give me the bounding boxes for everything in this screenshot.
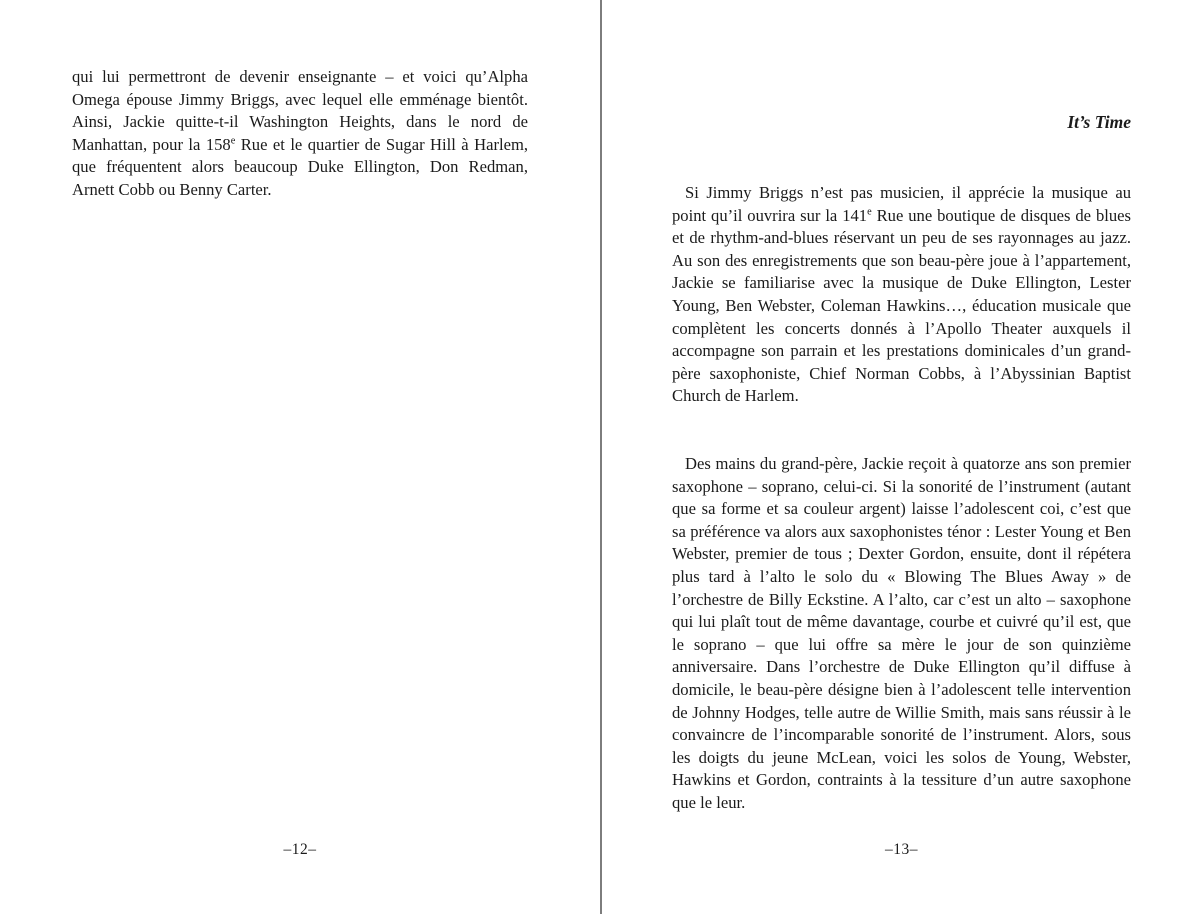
page-left: [0, 0, 600, 914]
right-paragraph-1: Si Jimmy Briggs n’est pas musicien, il apprécie la musique au point qu’il ouvrira sur la 141e Rue une boutique de disques de blues et de rhythm-and-blues réservant un peu de ses rayonnages au jazz. Au son des enregistrements que son beau-père joue à l’appartement, Jackie se familiarise avec la musique de Duke Ellington, Lester Young, Ben Webster, Coleman Hawkins…, éducation musicale que complètent les concerts donnés à l’Apollo Theater auxquels il accompagne son parrain et les prestations dominicales d’un grand-père saxophoniste, Chief Norman Cobbs, à l’Abyssinian Baptist Church de Harlem.: [672, 183, 1131, 406]
page-number-left: –12–: [283, 841, 317, 858]
page-right: [602, 0, 1203, 914]
left-paragraph: qui lui permettront de devenir enseignante – et voici qu’Alpha Omega épouse Jimmy Briggs, avec lequel elle emménage bientôt. Ainsi, Jackie quitte-t-il Washington Heights, dans le nord de Manhattan, pour la 158e Rue et le quartier de Sugar Hill à Harlem, que fréquentent alors beaucoup Duke Ellington, Don Redman, Arnett Cobb ou Benny Carter.: [72, 67, 528, 199]
right-paragraph-2: Des mains du grand-père, Jackie reçoit à quatorze ans son premier saxophone – soprano, celui-ci. Si la sonorité de l’instrument (autant que sa forme et sa couleur argent) laisse l’adolescent coi, c’est que sa préférence va alors aux saxophonistes ténor : Lester Young et Ben Webster, premier de tous ; Dexter Gordon, ensuite, dont il répétera plus tard à l’alto le solo du « Blowing The Blues Away » de l’orchestre de Billy Eckstine. A l’alto, car c’est un alto – saxophone qui lui plaît tout de même davantage, courbe et cuivré qu’il est, que le soprano – que lui offre sa mère le jour de son quinzième anniversaire. Dans l’orchestre de Duke Ellington qu’il diffuse à domicile, le beau-père désigne bien à l’adolescent telle intervention de Johnny Hodges, telle autre de Willie Smith, mais sans réussir à le convaincre de l’incomparable sonorité de l’instrument. Alors, sous les doigts du jeune McLean, voici les solos de Young, Webster, Hawkins et Gordon, contraints à la tessiture d’un autre saxophone que le leur.: [672, 454, 1131, 812]
page-number-right: –13–: [885, 841, 918, 858]
left-text-block: [72, 66, 528, 202]
chapter-title: It’s Time: [1067, 112, 1131, 132]
